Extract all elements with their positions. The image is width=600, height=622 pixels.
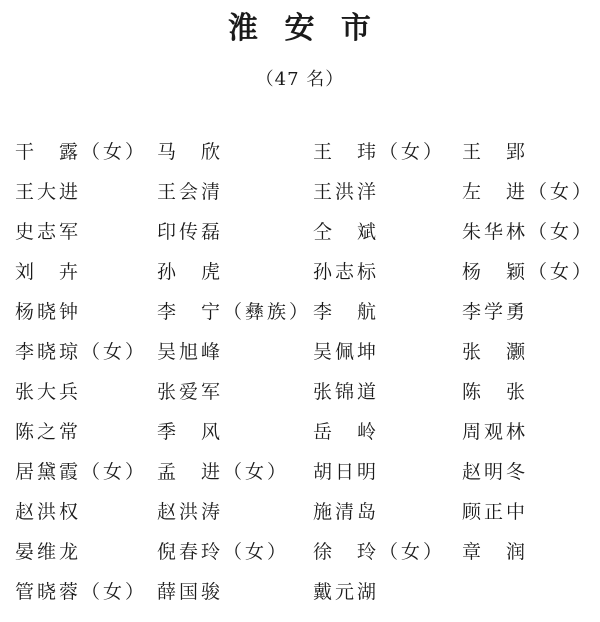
name-item: 孙 虎	[157, 261, 224, 283]
name-item: 居黛霞（女）	[15, 461, 148, 483]
name-item: 张 灏	[462, 341, 529, 363]
name-item: 史志军	[15, 221, 82, 243]
name-item: 张爱军	[157, 381, 224, 403]
name-item: 管晓蓉（女）	[15, 581, 148, 603]
name-item: 赵明冬	[462, 461, 529, 483]
name-item: 李晓琼（女）	[15, 341, 148, 363]
name-item: 戴元湖	[313, 581, 380, 603]
name-item: 赵洪涛	[157, 501, 224, 523]
name-item: 杨晓钟	[15, 301, 82, 323]
name-item: 倪春玲（女）	[157, 541, 290, 563]
name-item: 张大兵	[15, 381, 82, 403]
name-item: 仝 斌	[313, 221, 380, 243]
name-item: 吴佩坤	[313, 341, 380, 363]
name-item: 晏维龙	[15, 541, 82, 563]
name-item: 刘 卉	[15, 261, 82, 283]
name-item: 朱华林（女）	[462, 221, 595, 243]
name-item: 孙志标	[313, 261, 380, 283]
name-item: 李 宁（彝族）	[157, 301, 312, 323]
name-item: 李 航	[313, 301, 380, 323]
name-item: 施清岛	[313, 501, 380, 523]
name-item: 季 风	[157, 421, 224, 443]
name-item: 王 玮（女）	[313, 141, 446, 163]
name-item: 薛国骏	[157, 581, 224, 603]
member-count-subtitle: （47 名）	[255, 69, 345, 90]
name-item: 章 润	[462, 541, 529, 563]
name-item: 胡日明	[313, 461, 380, 483]
name-item: 张锦道	[313, 381, 380, 403]
name-item: 吴旭峰	[157, 341, 224, 363]
name-item: 顾正中	[462, 501, 529, 523]
name-item: 王大进	[15, 181, 82, 203]
name-item: 王洪洋	[313, 181, 380, 203]
name-item: 左 进（女）	[462, 181, 595, 203]
name-item: 干 露（女）	[15, 141, 148, 163]
name-item: 印传磊	[157, 221, 224, 243]
name-item: 王会清	[157, 181, 224, 203]
name-item: 徐 玲（女）	[313, 541, 446, 563]
name-item: 马 欣	[157, 141, 224, 163]
name-item: 王 郢	[462, 141, 529, 163]
name-item: 陈 张	[462, 381, 529, 403]
name-item: 李学勇	[462, 301, 529, 323]
name-item: 杨 颖（女）	[462, 261, 595, 283]
name-item: 孟 进（女）	[157, 461, 290, 483]
name-item: 周观林	[462, 421, 529, 443]
name-item: 岳 岭	[313, 421, 380, 443]
page-title: 淮 安 市	[228, 11, 372, 46]
name-item: 陈之常	[15, 421, 82, 443]
names-grid	[0, 132, 600, 612]
name-item: 赵洪权	[15, 501, 82, 523]
